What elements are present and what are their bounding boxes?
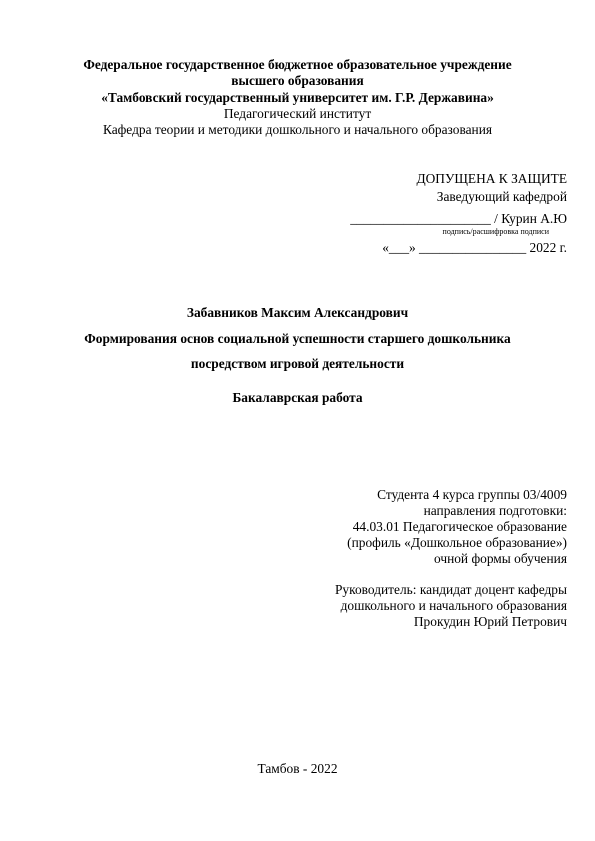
student-line5: очной формы обучения <box>433 551 567 566</box>
author-name: Забавников Максим Александрович <box>186 305 409 320</box>
approval-role: Заведующий кафедрой <box>436 189 567 204</box>
org-name-line1: Федеральное государственное бюджетное образовательное учреждение <box>83 57 512 72</box>
approval-title: ДОПУЩЕНА К ЗАЩИТЕ <box>416 171 567 186</box>
student-line3: 44.03.01 Педагогическое образование <box>352 519 567 534</box>
signature-line: _____________________ / Курин А.Ю <box>350 211 567 226</box>
supervisor-name: Прокудин Юрий Петрович <box>413 614 567 629</box>
signature-caption: подпись/расшифровка подписи <box>442 227 549 236</box>
work-title-line2: посредством игровой деятельности <box>190 356 405 371</box>
work-title-line1: Формирования основ социальной успешности старшего дошкольника <box>84 331 511 346</box>
student-line4: (профиль «Дошкольное образование») <box>347 535 567 550</box>
department-name: Кафедра теории и методики дошкольного и начального образования <box>102 122 493 137</box>
city-year: Тамбов - 2022 <box>257 761 338 776</box>
supervisor-line2: дошкольного и начального образования <box>340 598 567 613</box>
university-name: «Тамбовский государственный университет им. Г.Р. Державина» <box>101 90 494 105</box>
approval-date-line: «___» ________________ 2022 г. <box>382 240 567 255</box>
institute-name: Педагогический институт <box>223 106 372 121</box>
supervisor-line1: Руководитель: кандидат доцент кафедры <box>334 582 567 597</box>
student-line1: Студента 4 курса группы 03/4009 <box>377 487 567 502</box>
student-line2: направления подготовки: <box>423 503 567 518</box>
work-type: Бакалаврская работа <box>232 390 363 405</box>
org-name-line2: высшего образования <box>231 73 364 88</box>
